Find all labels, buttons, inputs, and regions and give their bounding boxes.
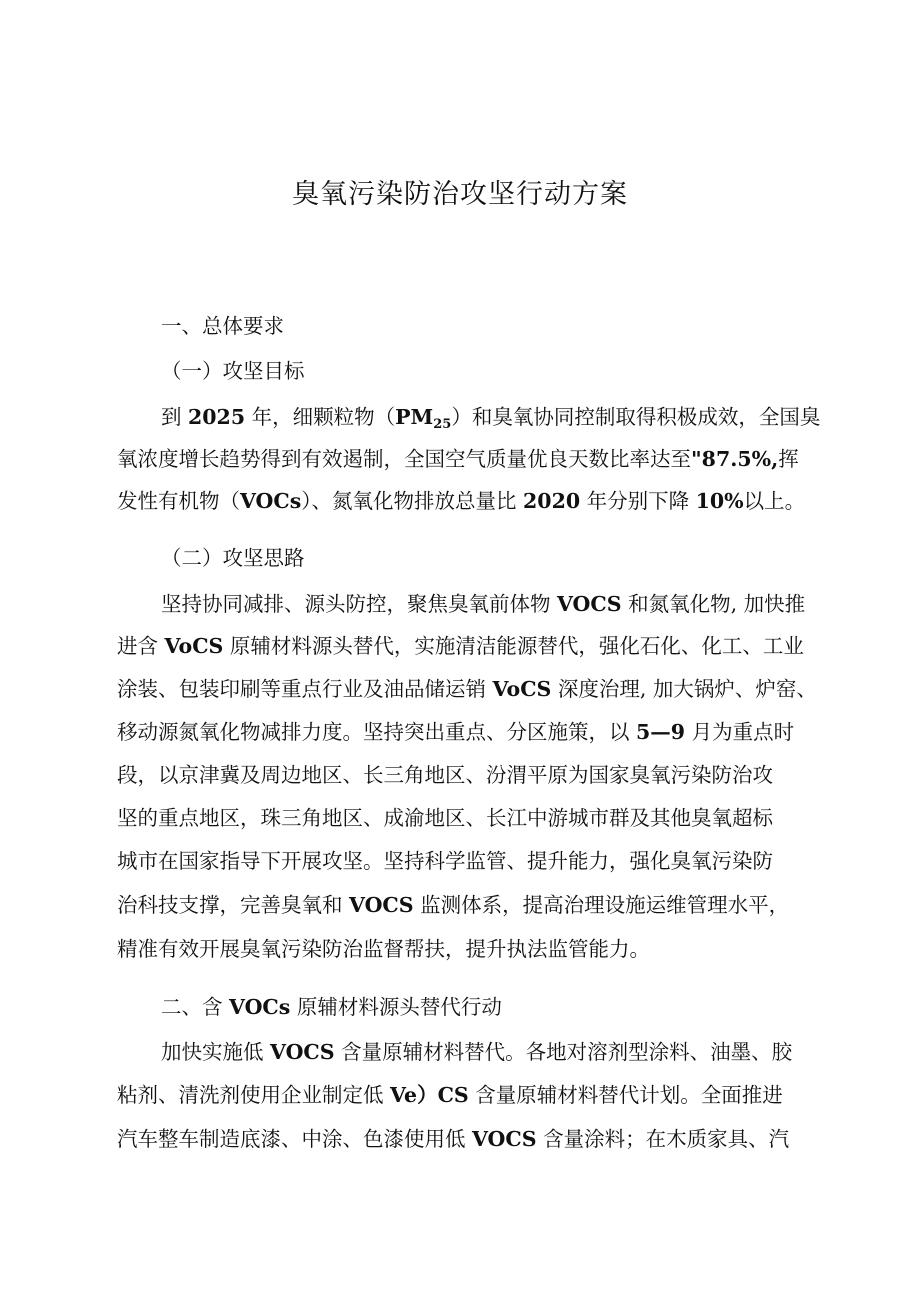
paragraph-line: 汽车整车制造底漆、中涂、色漆使用低 VOCS 含量涂料；在木质家具、汽 (117, 1127, 790, 1151)
paragraph-line: 到 2025 年，细颗粒物$(PM_{25})$和臭氧协同控制取得积极成效，全国臭 (161, 405, 821, 432)
paragraph-line: 粘剂、清洗剂使用企业制定低 Ve）CS 含量原辅材料替代计划。全面推进 (117, 1083, 783, 1107)
paragraph-line: 坚持协同减排、源头防控，聚焦臭氧前体物 VOCS 和氮氧化物, 加快推 (161, 592, 806, 616)
paragraph-line: 移动源氮氧化物减排力度。坚持突出重点、分区施策，以 5—9 月为重点时 (117, 720, 795, 744)
paragraph-line: 氧浓度增长趋势得到有效遏制，全国空气质量优良天数比率达至"87.5%,挥 (117, 447, 799, 471)
paragraph-line: 进含 VoCS 原辅材料源头替代，实施清洁能源替代，强化石化、化工、工业 (117, 634, 804, 658)
subsection-1-heading: （一）攻坚目标 (161, 359, 305, 383)
paragraph-line: 涂装、包装印刷等重点行业及油品储运销 VoCS 深度治理, 加大锅炉、炉窑、 (117, 677, 817, 701)
paragraph-line: 发性有机物（VOCs）、氮氧化物排放总量比 2020 年分别下降 10%以上。 (117, 489, 806, 513)
section-1-heading: 一、总体要求 (161, 314, 284, 338)
paragraph-line: 段，以京津冀及周边地区、长三角地区、汾渭平原为国家臭氧污染防治攻 (117, 763, 773, 787)
section-2-heading: 二、含 VOCs 原辅材料源头替代行动 (161, 995, 502, 1019)
paragraph-line: 城市在国家指导下开展攻坚。坚持科学监管、提升能力，强化臭氧污染防 (117, 849, 773, 873)
document-title: 臭氧污染防治攻坚行动方案 (292, 179, 628, 210)
subsection-2-heading: （二）攻坚思路 (161, 546, 305, 570)
paragraph-line: 坚的重点地区，珠三角地区、成渝地区、长江中游城市群及其他臭氧超标 (117, 806, 773, 830)
paragraph-line: 治科技支撑，完善臭氧和 VOCS 监测体系，提高治理设施运维管理水平， (117, 893, 790, 917)
paragraph-line: 精准有效开展臭氧污染防治监督帮扶，提升执法监管能力。 (117, 937, 650, 961)
paragraph-line: 加快实施低 VOCS 含量原辅材料替代。各地对溶剂型涂料、油墨、胶 (161, 1040, 793, 1064)
